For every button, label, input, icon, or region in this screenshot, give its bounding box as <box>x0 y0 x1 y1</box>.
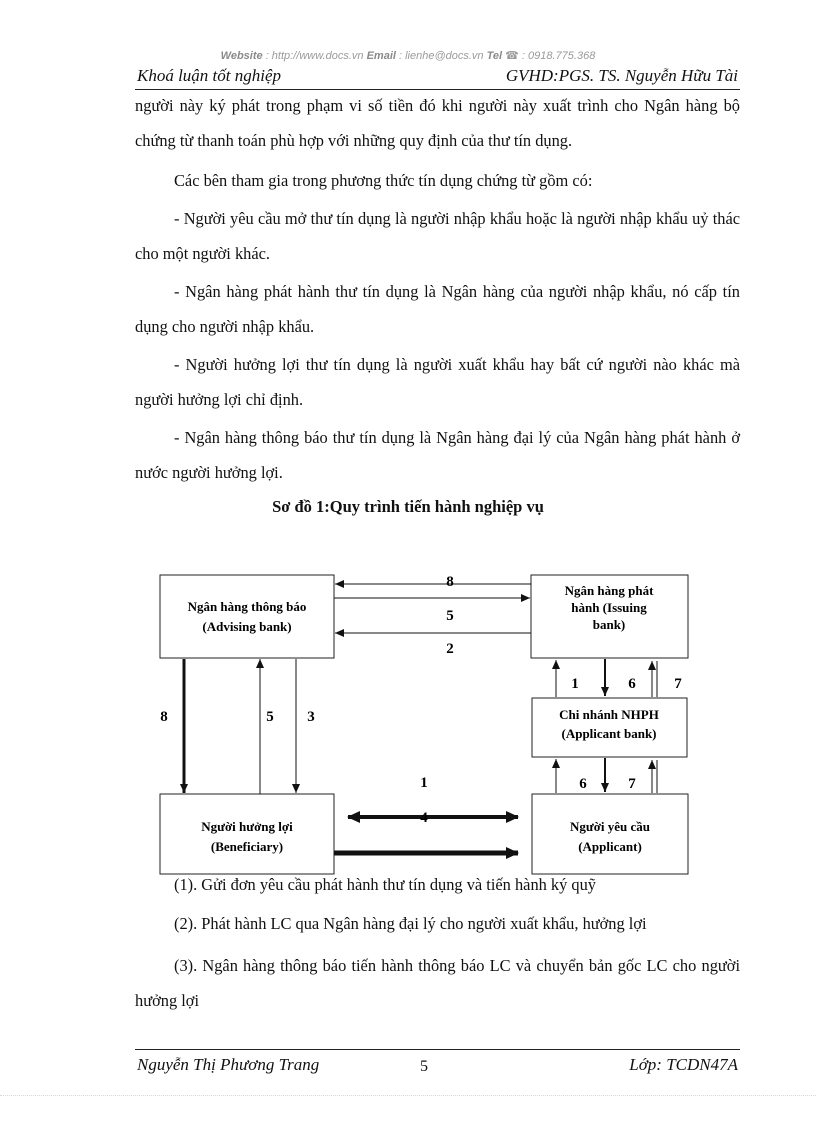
label-top-2: 2 <box>446 641 454 657</box>
label-mid-4: 4 <box>420 810 428 826</box>
paragraph-advising-bank: - Ngân hàng thông báo thư tín dụng là Ngân hàng đại lý của Ngân hàng phát hành ở nước người hưởng lợi. <box>135 428 740 482</box>
advising-bank-line-1: Ngân hàng thông báo <box>187 599 307 614</box>
issuing-bank-line-3: bank) <box>592 617 626 632</box>
tel-label: Tel <box>486 50 503 62</box>
label-right-1: 1 <box>571 676 579 692</box>
step-3: (3). Ngân hàng thông báo tiến hành thông báo LC và chuyển bản gốc LC cho người hưởng lợi <box>135 956 740 1010</box>
paragraph-issuing-bank: - Ngân hàng phát hành thư tín dụng là Ngân hàng của người nhập khẩu, nó cấp tín dụng cho người nhập khẩu. <box>135 282 740 336</box>
website-label: Website <box>220 50 263 62</box>
box-applicant-bank <box>532 698 687 757</box>
label-left-5: 5 <box>266 709 274 725</box>
issuing-bank-line-1: Ngân hàng phát <box>564 583 654 598</box>
website-url[interactable]: : http://www.docs.vn <box>262 50 367 62</box>
paragraph-applicant: - Người yêu cầu mở thư tín dụng là người nhập khẩu hoặc là người nhập khẩu uỷ thác cho một người khác. <box>135 209 740 263</box>
footer-divider <box>135 1049 740 1050</box>
label-top-5: 5 <box>446 608 454 624</box>
box-applicant <box>532 794 688 874</box>
beneficiary-line-2: (Beneficiary) <box>210 839 284 854</box>
page-number: 5 <box>420 1058 428 1075</box>
header-thesis-title: Khoá luận tốt nghiệp <box>137 66 282 85</box>
applicant-line-1: Người yêu cầu <box>570 819 650 834</box>
applicant-line-2: (Applicant) <box>578 839 642 854</box>
label-right-7: 7 <box>674 676 682 692</box>
paragraph-beneficiary: - Người hưởng lợi thư tín dụng là người xuất khẩu hay bất cứ người nào khác mà người hưởng lợi chỉ định. <box>135 355 740 409</box>
tel-number: ☎ : 0918.775.368 <box>502 50 596 62</box>
step-1: (1). Gửi đơn yêu cầu phát hành thư tín dụng và tiến hành ký quỹ <box>174 875 597 894</box>
email-label: Email <box>366 50 396 62</box>
diagram-caption: Sơ đồ 1:Quy trình tiến hành nghiệp vụ <box>272 497 544 516</box>
label-left-3: 3 <box>307 709 315 725</box>
email-address[interactable]: : lienhe@docs.vn <box>395 50 487 62</box>
issuing-bank-line-2: hành (Issuing <box>571 600 647 615</box>
page-bottom-dotted-rule <box>0 1095 816 1096</box>
advising-bank-line-2: (Advising bank) <box>202 619 292 634</box>
paragraph-parties-intro: Các bên tham gia trong phương thức tín dụng chứng từ gồm có: <box>174 171 593 190</box>
box-advising-bank <box>160 575 334 658</box>
paragraph-intro-continued: người này ký phát trong phạm vi số tiền đó khi người này xuất trình cho Ngân hàng bộ chứng từ thanh toán phù hợp với những quy định của thư tín dụng. <box>135 96 740 150</box>
applicant-bank-line-1: Chi nhánh NHPH <box>559 707 659 722</box>
box-issuing-bank <box>531 575 688 658</box>
step-2: (2). Phát hành LC qua Ngân hàng đại lý cho người xuất khẩu, hưởng lợi <box>174 914 647 933</box>
beneficiary-line-1: Người hưởng lợi <box>201 819 293 834</box>
footer-class: Lớp: TCDN47A <box>629 1055 738 1074</box>
label-mid-1: 1 <box>420 775 428 791</box>
label-left-8: 8 <box>160 709 168 725</box>
label-right-6: 6 <box>628 676 636 692</box>
header-supervisor: GVHD:PGS. TS. Nguyễn Hữu Tài <box>505 66 738 85</box>
box-beneficiary <box>160 794 334 874</box>
applicant-bank-line-2: (Applicant bank) <box>561 726 657 741</box>
label-lower-6: 6 <box>579 776 587 792</box>
footer-author: Nguyễn Thị Phương Trang <box>137 1055 320 1074</box>
label-top-8: 8 <box>446 574 454 590</box>
label-lower-7: 7 <box>628 776 636 792</box>
